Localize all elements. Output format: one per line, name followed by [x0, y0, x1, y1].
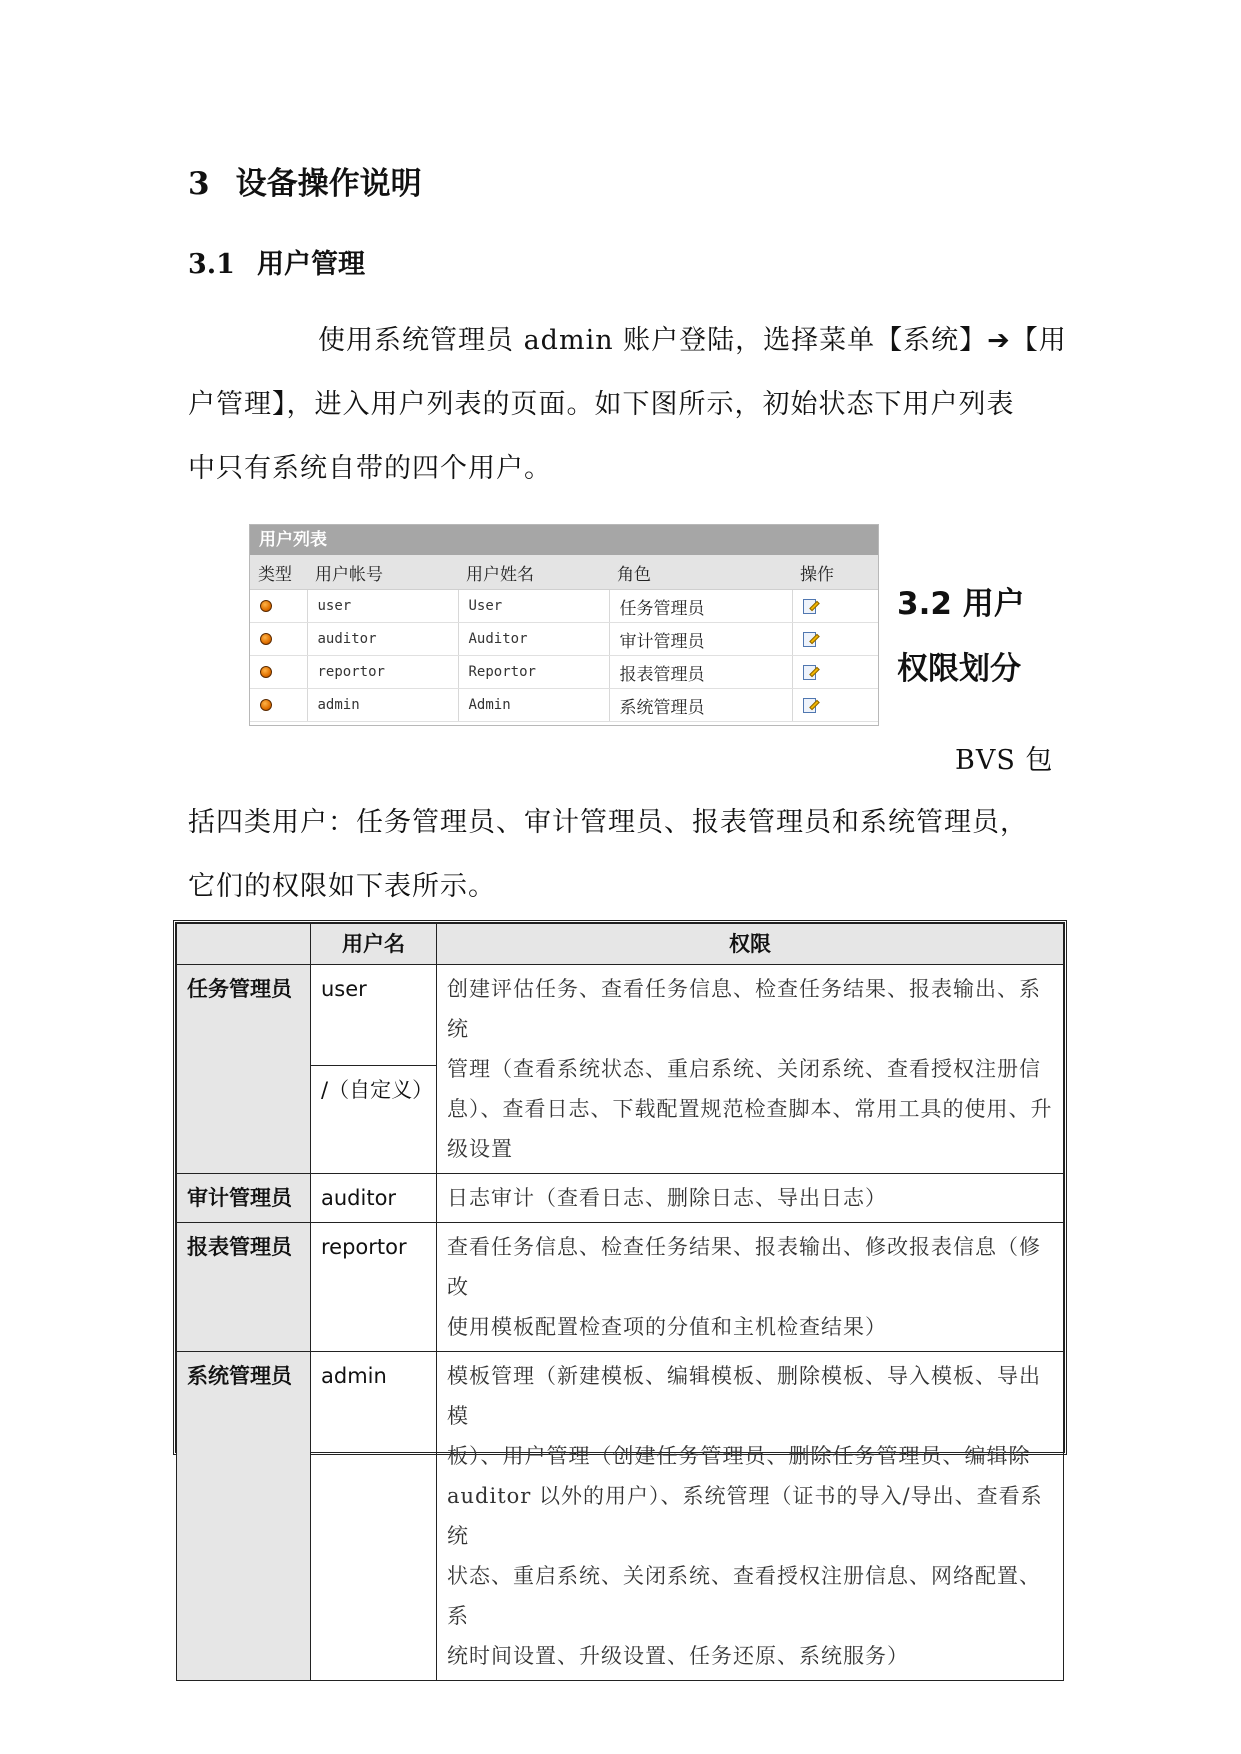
user-role: 报表管理员	[609, 656, 792, 689]
header-action: 操作	[792, 555, 878, 590]
perm-role: 报表管理员	[177, 1223, 311, 1352]
perm-username: /（自定义）	[311, 1065, 437, 1173]
perm-intro-line2: 它们的权限如下表所示。	[188, 871, 496, 902]
user-account: admin	[307, 689, 458, 722]
user-type-dot-icon	[260, 633, 272, 645]
header-name: 用户姓名	[458, 555, 609, 590]
edit-icon[interactable]	[803, 631, 819, 648]
user-account: auditor	[307, 623, 458, 656]
perm-rights	[437, 965, 1064, 1174]
edit-icon[interactable]	[803, 598, 819, 615]
table-row	[250, 689, 878, 722]
intro-line-2: 户管理】，进入用户列表的页面。如下图所示，初始状态下用户列表	[188, 389, 1015, 420]
header-account: 用户帐号	[307, 555, 458, 590]
user-account: user	[307, 590, 458, 623]
table-row	[250, 590, 878, 623]
user-list-title: 用户列表	[250, 525, 878, 555]
user-role: 系统管理员	[609, 689, 792, 722]
permissions-table	[173, 920, 1067, 1668]
edit-icon[interactable]	[803, 664, 819, 681]
user-role: 任务管理员	[609, 590, 792, 623]
perm-rights-line: 查看任务信息、检查任务结果、报表输出、修改报表信息（修改	[447, 1235, 1041, 1299]
user-name: Reportor	[458, 656, 609, 689]
table-row	[250, 623, 878, 656]
user-name: Admin	[458, 689, 609, 722]
user-type-dot-icon	[260, 600, 272, 612]
perm-rights	[437, 1352, 1064, 1681]
perm-rights-line: 模板管理（新建模板、编辑模板、删除模板、导入模板、导出模	[447, 1364, 1041, 1428]
perm-rights-line: 创建评估任务、查看任务信息、检查任务结果、报表输出、系统	[447, 977, 1041, 1041]
perm-rights-line: 使用模板配置检查项的分值和主机检查结果）	[447, 1315, 887, 1339]
perm-username: reportor	[311, 1223, 437, 1352]
perm-rights-line: 级设置	[447, 1137, 513, 1161]
perm-username: admin	[311, 1352, 437, 1681]
perm-intro-line1: 括四类用户：任务管理员、审计管理员、报表管理员和系统管理员，	[188, 807, 1028, 838]
user-name: User	[458, 590, 609, 623]
header-type: 类型	[250, 555, 307, 590]
subsection2-title-line1: 用户	[962, 586, 1025, 622]
table-row	[177, 965, 1064, 1066]
user-account: reportor	[307, 656, 458, 689]
perm-role: 系统管理员	[177, 1352, 311, 1681]
perm-rights	[437, 1223, 1064, 1352]
subsection-heading	[188, 242, 365, 281]
user-list-header-row	[250, 555, 878, 590]
perm-header-blank	[177, 924, 311, 965]
subsection2-title-line2: 权限划分	[897, 651, 1021, 687]
user-type-dot-icon	[260, 666, 272, 678]
header-role: 角色	[609, 555, 792, 590]
section-heading	[188, 158, 422, 203]
table-row	[177, 1352, 1064, 1681]
perm-intro-line0: BVS 包	[955, 745, 1054, 776]
perm-rights-line: 板）、用户管理（创建任务管理员、删除任务管理员、编辑除	[447, 1444, 1031, 1468]
perm-header-row	[177, 924, 1064, 965]
table-row	[177, 1174, 1064, 1223]
user-name: Auditor	[458, 623, 609, 656]
perm-rights	[437, 1174, 1064, 1223]
subsection2-heading-line1	[897, 578, 1025, 623]
perm-rights-line: auditor 以外的用户）、系统管理（证书的导入/导出、查看系统	[447, 1484, 1043, 1548]
subsection-number: 3.1	[188, 249, 235, 280]
section-title: 设备操作说明	[235, 166, 422, 202]
subsection2-number: 3.2	[897, 586, 952, 622]
perm-rights-line: 管理（查看系统状态、重启系统、关闭系统、查看授权注册信	[447, 1057, 1041, 1081]
table-row	[250, 656, 878, 689]
table-row	[177, 1223, 1064, 1352]
subsection-title: 用户管理	[256, 249, 365, 280]
edit-icon[interactable]	[803, 697, 819, 714]
perm-rights-line: 日志审计（查看日志、删除日志、导出日志）	[447, 1186, 887, 1210]
perm-role: 审计管理员	[177, 1174, 311, 1223]
perm-rights-line: 状态、重启系统、关闭系统、查看授权注册信息、网络配置、系	[447, 1564, 1041, 1628]
perm-role: 任务管理员	[177, 965, 311, 1174]
user-list-table	[250, 555, 878, 722]
perm-rights-line: 息）、查看日志、下载配置规范检查脚本、常用工具的使用、升	[447, 1097, 1053, 1121]
perm-header-rights: 权限	[437, 924, 1064, 965]
perm-header-username: 用户名	[311, 924, 437, 965]
user-list-panel	[249, 524, 879, 726]
perm-username: user	[311, 965, 437, 1066]
user-role: 审计管理员	[609, 623, 792, 656]
perm-username: auditor	[311, 1174, 437, 1223]
perm-rights-line: 统时间设置、升级设置、任务还原、系统服务）	[447, 1644, 909, 1668]
intro-line-1: 使用系统管理员 admin 账户登陆，选择菜单【系统】➔【用	[318, 325, 1067, 356]
user-type-dot-icon	[260, 699, 272, 711]
intro-line-3: 中只有系统自带的四个用户。	[188, 453, 552, 484]
section-number: 3	[188, 166, 210, 202]
